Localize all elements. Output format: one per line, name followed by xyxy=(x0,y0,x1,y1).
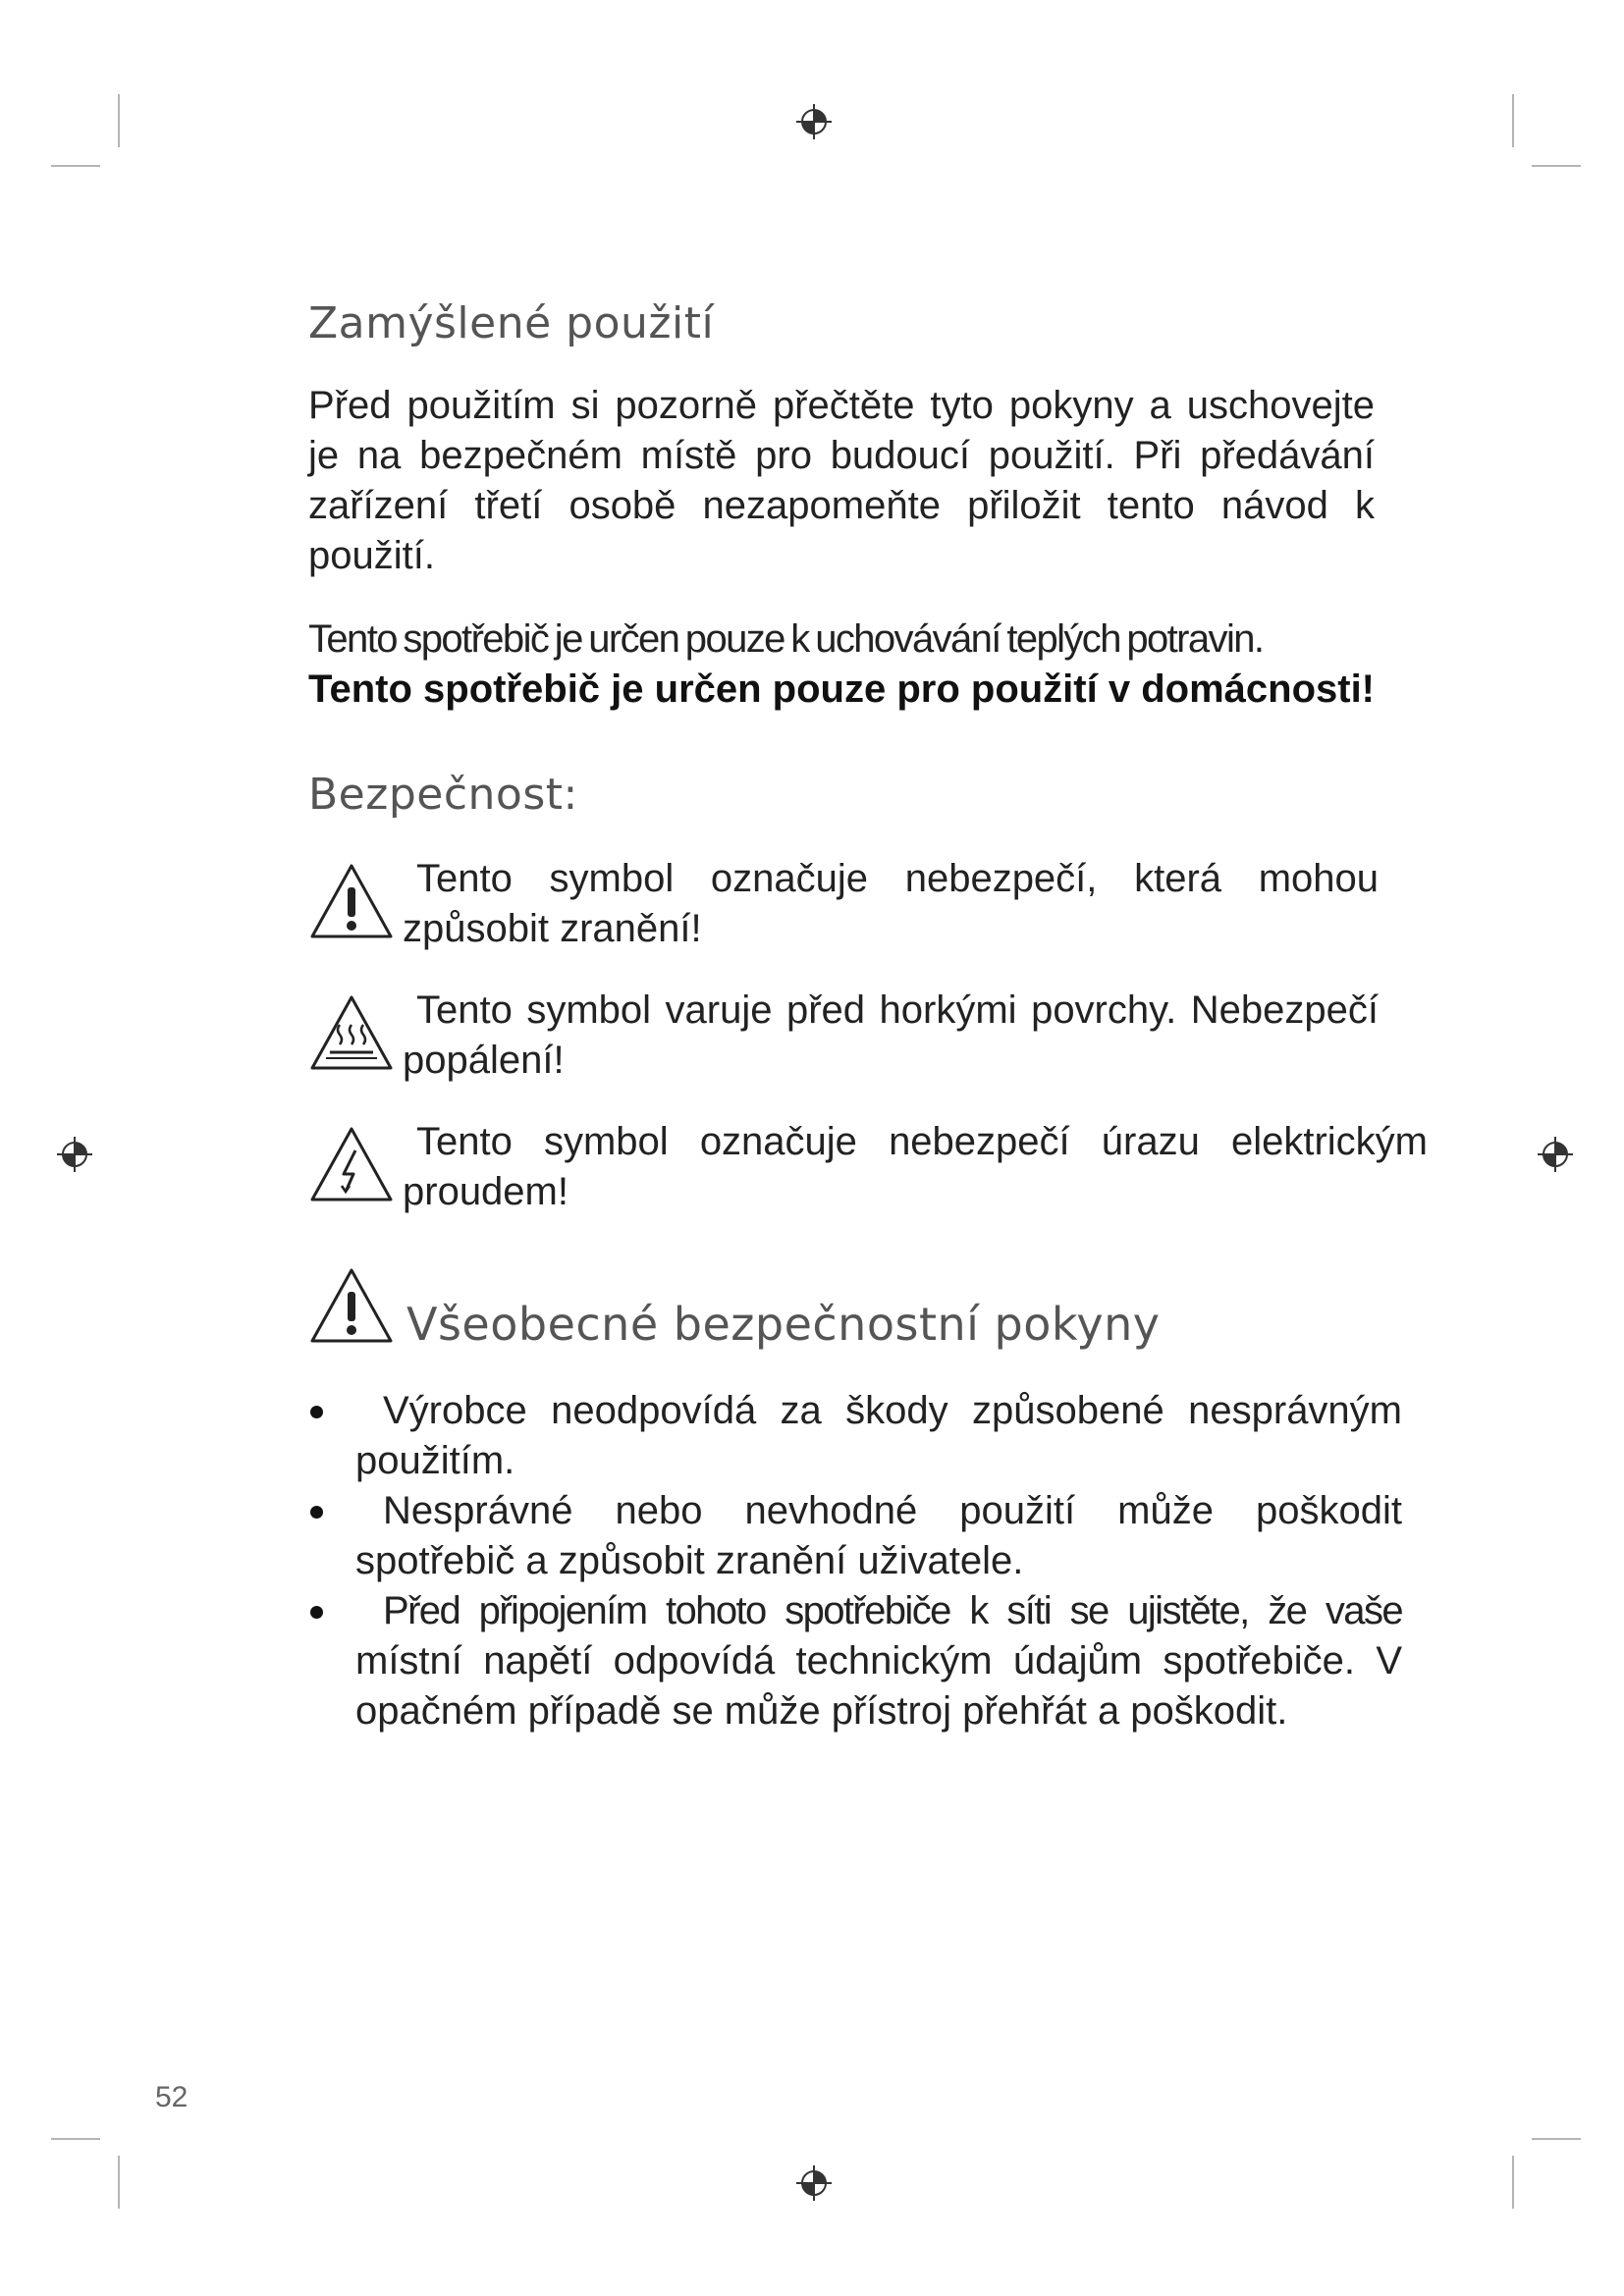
crop-mark xyxy=(1532,2138,1581,2140)
intended-use-warm-food: Tento spotřebič je určen pouze k uchovávání teplých potravin. xyxy=(308,617,1264,661)
safety-symbol-line: Tento symbol varuje před horkými povrchy. Nebezpečí xyxy=(416,988,1379,1032)
bullet-icon xyxy=(310,1506,323,1519)
warning-exclamation-icon xyxy=(308,862,395,940)
warning-exclamation-icon xyxy=(308,1266,395,1345)
general-safety-heading: Všeobecné bezpečnostní pokyny xyxy=(406,1298,1161,1351)
crop-mark xyxy=(1532,165,1581,167)
bullet-icon xyxy=(310,1406,323,1418)
list-item-text: místní napětí odpovídá technickým údajům spotřebiče. V opačném případě se může přístroj přehřát a poškodit. xyxy=(355,1639,1402,1733)
list-item xyxy=(308,1386,1402,1486)
household-use-only: Tento spotřebič je určen pouze pro použití v domácnosti! xyxy=(308,667,1375,711)
crop-mark xyxy=(1512,2156,1514,2209)
list-item xyxy=(308,1486,1402,1586)
crop-mark xyxy=(1512,94,1514,147)
safety-heading: Bezpečnost: xyxy=(308,770,578,820)
safety-symbol-injury xyxy=(308,854,1379,962)
registration-mark-icon xyxy=(1536,1135,1575,1174)
safety-symbol-hot-surface xyxy=(308,986,1379,1094)
registration-mark-icon xyxy=(794,102,834,141)
list-item-line: Před připojením tohoto spotřebiče k síti se ujistěte, že vaše xyxy=(383,1589,1402,1632)
list-item-line: Nesprávné nebo nevhodné použití může poškodit xyxy=(383,1489,1402,1532)
intended-use-heading: Zamýšlené použití xyxy=(308,298,715,348)
safety-symbol-line: Tento symbol označuje nebezpečí úrazu elektrickým xyxy=(416,1120,1428,1163)
crop-mark xyxy=(51,2138,100,2140)
bullet-icon xyxy=(310,1606,323,1619)
intended-use-paragraph: Před použitím si pozorně přečtěte tyto pokyny a uschovejte je na bezpečném místě pro budoucí použití. Při předávání zařízení třetí osobě nezapomeňte přiložit tento návod k použití. xyxy=(308,384,1375,577)
safety-symbol-line: Tento symbol označuje nebezpečí, která mohou xyxy=(416,857,1379,900)
general-safety-list xyxy=(308,1386,1402,1736)
registration-mark-icon xyxy=(55,1135,94,1174)
safety-symbol-line: proudem! xyxy=(403,1170,568,1213)
safety-symbol-electric xyxy=(308,1117,1428,1225)
general-safety-header xyxy=(308,1266,1388,1364)
safety-symbol-line: způsobit zranění! xyxy=(403,907,702,950)
crop-mark xyxy=(118,94,120,147)
page-number: 52 xyxy=(155,2081,189,2113)
list-item-line: Výrobce neodpovídá za škody způsobené nesprávným xyxy=(383,1389,1402,1432)
list-item-text: spotřebič a způsobit zranění uživatele. xyxy=(355,1539,1024,1582)
list-item xyxy=(308,1586,1402,1736)
safety-symbol-line: popálení! xyxy=(403,1039,565,1082)
list-item-text: použitím. xyxy=(355,1439,515,1482)
crop-mark xyxy=(51,165,100,167)
crop-mark xyxy=(118,2156,120,2209)
electric-shock-icon xyxy=(308,1125,395,1203)
registration-mark-icon xyxy=(794,2163,834,2203)
hot-surface-icon xyxy=(308,993,395,1072)
